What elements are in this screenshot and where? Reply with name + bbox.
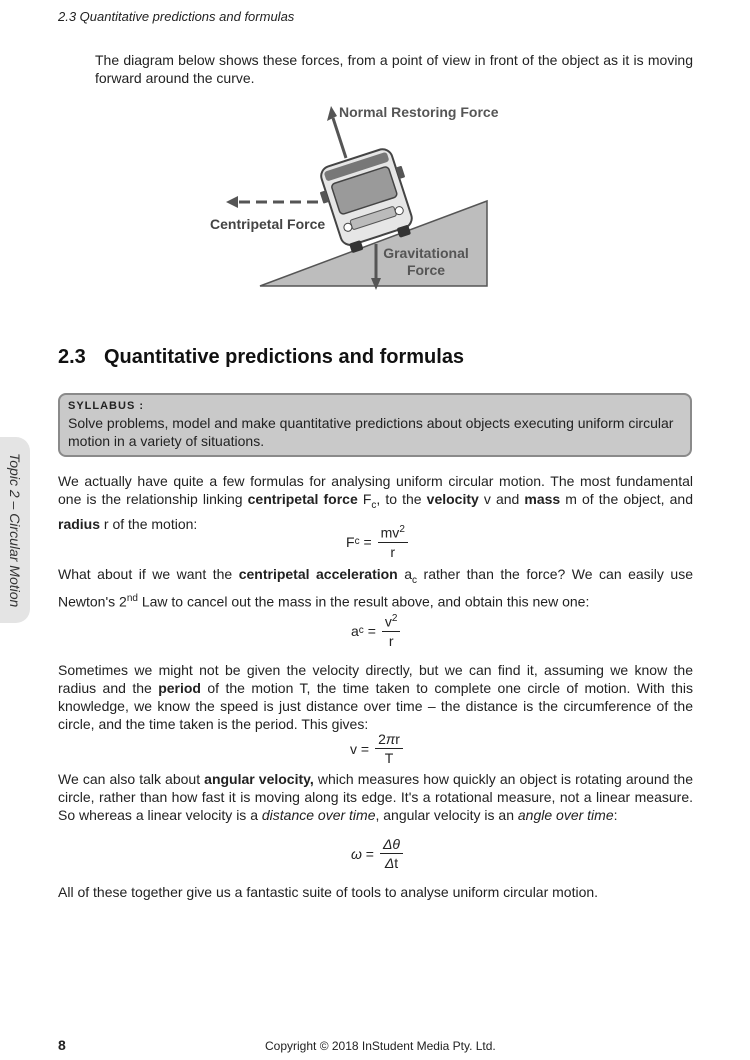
gravity-force-label-line1: Gravitational: [383, 245, 469, 261]
paragraph-2: What about if we want the centripetal acceleration $a_c$ rather than the force? We can easily use Newton's 2nd Law to cancel out the mass in the result above, and obtain this new one:: [58, 566, 693, 610]
normal-arrow: [333, 118, 346, 158]
paragraph-5: All of these together give us a fantastic suite of tools to analyse uniform circular motion.: [58, 884, 599, 900]
formula-centripetal-force: F c = $\frac{mv^2}{r}$: [346, 524, 408, 560]
paragraph-1: We actually have quite a few formulas for analysing uniform circular motion. The most fundamental one is the relationship linking centripetal force $F_c$, to the velocity v and mass m of the object, and radius r of the motion:: [58, 473, 693, 532]
formula-angular-velocity: ω = $\frac{\Delta\theta}{\Delta t}$: [351, 836, 403, 871]
syllabus-heading: SYLLABUS :: [68, 400, 144, 412]
topic-side-label: Topic 2 – Circular Motion: [7, 453, 23, 608]
formula-centripetal-acceleration: a c = $\frac{v^2}{r}$: [351, 613, 400, 649]
copyright-notice: Copyright © 2018 InStudent Media Pty. Ltd.: [265, 1039, 496, 1053]
paragraph-4: We can also talk about angular velocity, which measures how quickly an object is rotating around the circle, rather than how fast it is moving along its edge. It's a rotational measure, not a linear measure. So whereas a linear velocity is a distance over time, angular velocity is an angle over time:: [58, 771, 693, 823]
running-head: 2.3 Quantitative predictions and formulas: [58, 9, 295, 24]
paragraph-3: Sometimes we might not be given the velocity directly, but we can find it, assuming we know the radius and the period of the motion T, the time taken to complete one circle of motion. With this knowledge, we know the speed is just distance over time – the distance is the circumference of the circle, and the time taken is the period. This gives:: [58, 662, 694, 732]
centripetal-force-label: Centripetal Force: [210, 216, 326, 232]
intro-paragraph: The diagram below shows these forces, from a point of view in front of the object as it is moving forward around the curve.: [95, 52, 693, 86]
syllabus-box: [58, 393, 692, 457]
formula-velocity: v = $\frac{2\pi r}{T}$: [350, 731, 403, 766]
gravity-force-label-line2: Force: [406, 262, 446, 278]
page-number: 8: [58, 1037, 66, 1053]
normal-force-label: Normal Restoring Force: [339, 104, 499, 120]
section-heading: [58, 346, 464, 369]
topic-side-tab: [0, 437, 30, 623]
syllabus-text: Solve problems, model and make quantitative predictions about objects executing uniform circular motion in a variety of situations.: [68, 415, 674, 449]
section-number: 2.3: [58, 346, 86, 368]
section-title-text: Quantitative predictions and formulas: [104, 346, 465, 368]
forces-diagram: [195, 100, 515, 300]
